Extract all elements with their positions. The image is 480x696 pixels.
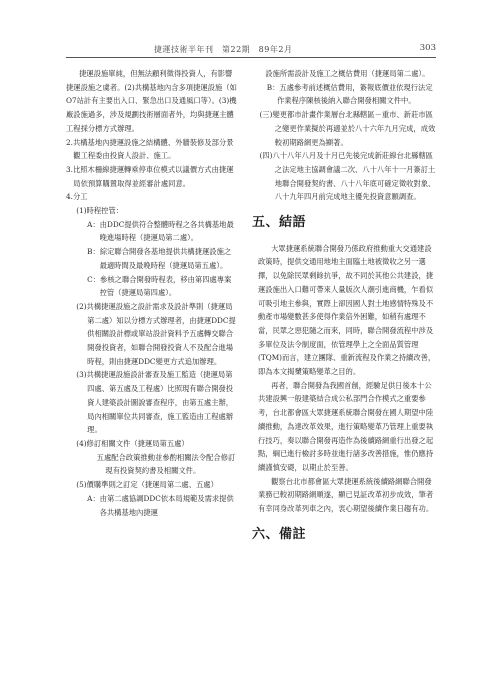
list-item: (三)變更都市計畫作業層台北縣轄區－重市、新莊市區之變更作業擬於再適並於八十六年九月完成，成效較初期路網更為顯著。 — [259, 110, 436, 147]
page-number: 303 — [419, 43, 436, 53]
list-item: (2)共構捷運設施之設計需求及設計準則（捷運局第二處）知以分標方式辦理者，由捷運DDC提供相關設計標或單站設計資料予五處轉交聯合開發投資者，如聯合開發投資人不及配合進場時程，則由捷運DDC變更方式追加辦理。 — [76, 301, 236, 366]
paragraph: 再者，聯合開發為我國首創，經驗足供日後本十公共建設興一般建築結合成公私部門合作模式之重要參考，台北都會區大眾捷運系統聯合開發在國人期望中陸續推動，為達改革效果，進行策略變革乃管理上重要執行技巧，奏以聯合開發再造作為後續路網重行出發之起點，綱已進行檢討多時並進行諸多改善措施，惟仍應持續謹慎安礎，以期止於至善。 — [258, 380, 434, 472]
list-item: 2.共構基地內捷運設施之結構體、外牆裝修及部分景觀工程委由投資人設計、施工。 — [66, 137, 234, 161]
journal-title: 捷運技術半年刊 第22期 89年2月 — [154, 45, 293, 54]
list-item: C：參核之聯合開發時程表，移由第四處專案控管（捷運局第四處）。 — [87, 274, 232, 298]
list-item: A：由第二處協調DDC依本局規範及需求提供各共構基地內捷運 — [87, 493, 234, 517]
list-item: (5)價購準則之訂定（捷運局第二處、五處） — [76, 480, 218, 490]
list-item: (四)八十八年八月及十月已先後完成新莊線台北縣轄區之法定地主協調會議二次、八十八年十一月簽訂土地聯合開發契約書、八十八年底可確定徵收對象、八十九年四月前完成地主優先投資意願調查。 — [259, 151, 436, 202]
left-column — [66, 67, 238, 519]
header-rule — [66, 57, 436, 58]
list-item: 設施所需設計及施工之概估費用（捷運局第二處）。 — [265, 69, 430, 78]
list-item: B：五處參考前述概估費用，簽報底價並依現行法定作業程序陳核後納入聯合開發相關文件中。 — [266, 82, 433, 106]
paragraph: 大眾捷運系統聯合開發乃係政府推動重大交通建設政策時，提供交通用地地主面臨土地被徵收之另一選擇，以免除民眾剩餘抗爭，故不同於其他公共建設，捷運設施出入口難可帶來人量版次人潮引進商機，乍看似可吸引地主參與，實際上卻因國人對土地感情特殊及不動產市場變數甚多使得作業倍外困難，如稍有處理不當，民眾之惡犯隨之而來，同時，聯合開發流程中涉及多單位及法令制度面，依管理學上之全面品質管理(TQM)而言，建立團隊、重新流程及作業之持續改善，即為本文揭櫫策略變革之目的。 — [258, 243, 436, 377]
section-heading: 五、結語 — [252, 215, 307, 231]
list-item: B：綜定聯合開發各基地提供共構捷運設施之最適時間及最晚時程（捷運局第五處）。 — [87, 247, 232, 270]
paragraph: 五處配合政策推動並參酌相關法令配合修訂現有投資契約書及相關文件。 — [96, 452, 236, 476]
list-item: (4)修訂相關文件（捷運局第五處） — [76, 438, 189, 448]
list-item: A：由DDC提供符合整體時程之各共構基地最晚進場時程（捷運局第二處）。 — [87, 219, 234, 243]
list-item: (1)時程控管： — [76, 206, 124, 216]
list-item: 4.分工 — [66, 192, 88, 202]
section-heading: 六、備註 — [252, 526, 307, 542]
right-column — [252, 67, 436, 554]
paragraph: 觀察台北市都會區大眾捷運系統後續路網聯合開發業務已較初期路網順遂，顯已見証改革初步成效，筆者有幸同身改革列車之內，衷心期望後續作業日趨有功。 — [258, 476, 434, 514]
paragraph: 捷運設施單純，但無法顧利徵得投資人，有影響捷運設施之虞者。(2)共構基地內含多項捷運設施（如O7站計有主要出入口、緊急出口及通風口等）。(3)機廠設施過多，涉及規劃技術層面者外，均與捷運主體工程採分標方式辦理。 — [66, 69, 237, 133]
list-item: 3.比照木柵線捷運轉乘停車位模式以議價方式由捷運局依預算購置取得並經審計處同意。 — [66, 164, 234, 188]
list-item: (3)共構捷運設施設計審查及施工監造（捷運局第四處、第五處及工程處）比照現有聯合開發投資人建築設計圖說審查程序，由第五處主辦，局內相關單位共同審查，施工監造由工程處辦理。 — [76, 370, 234, 435]
page-header — [66, 40, 436, 56]
